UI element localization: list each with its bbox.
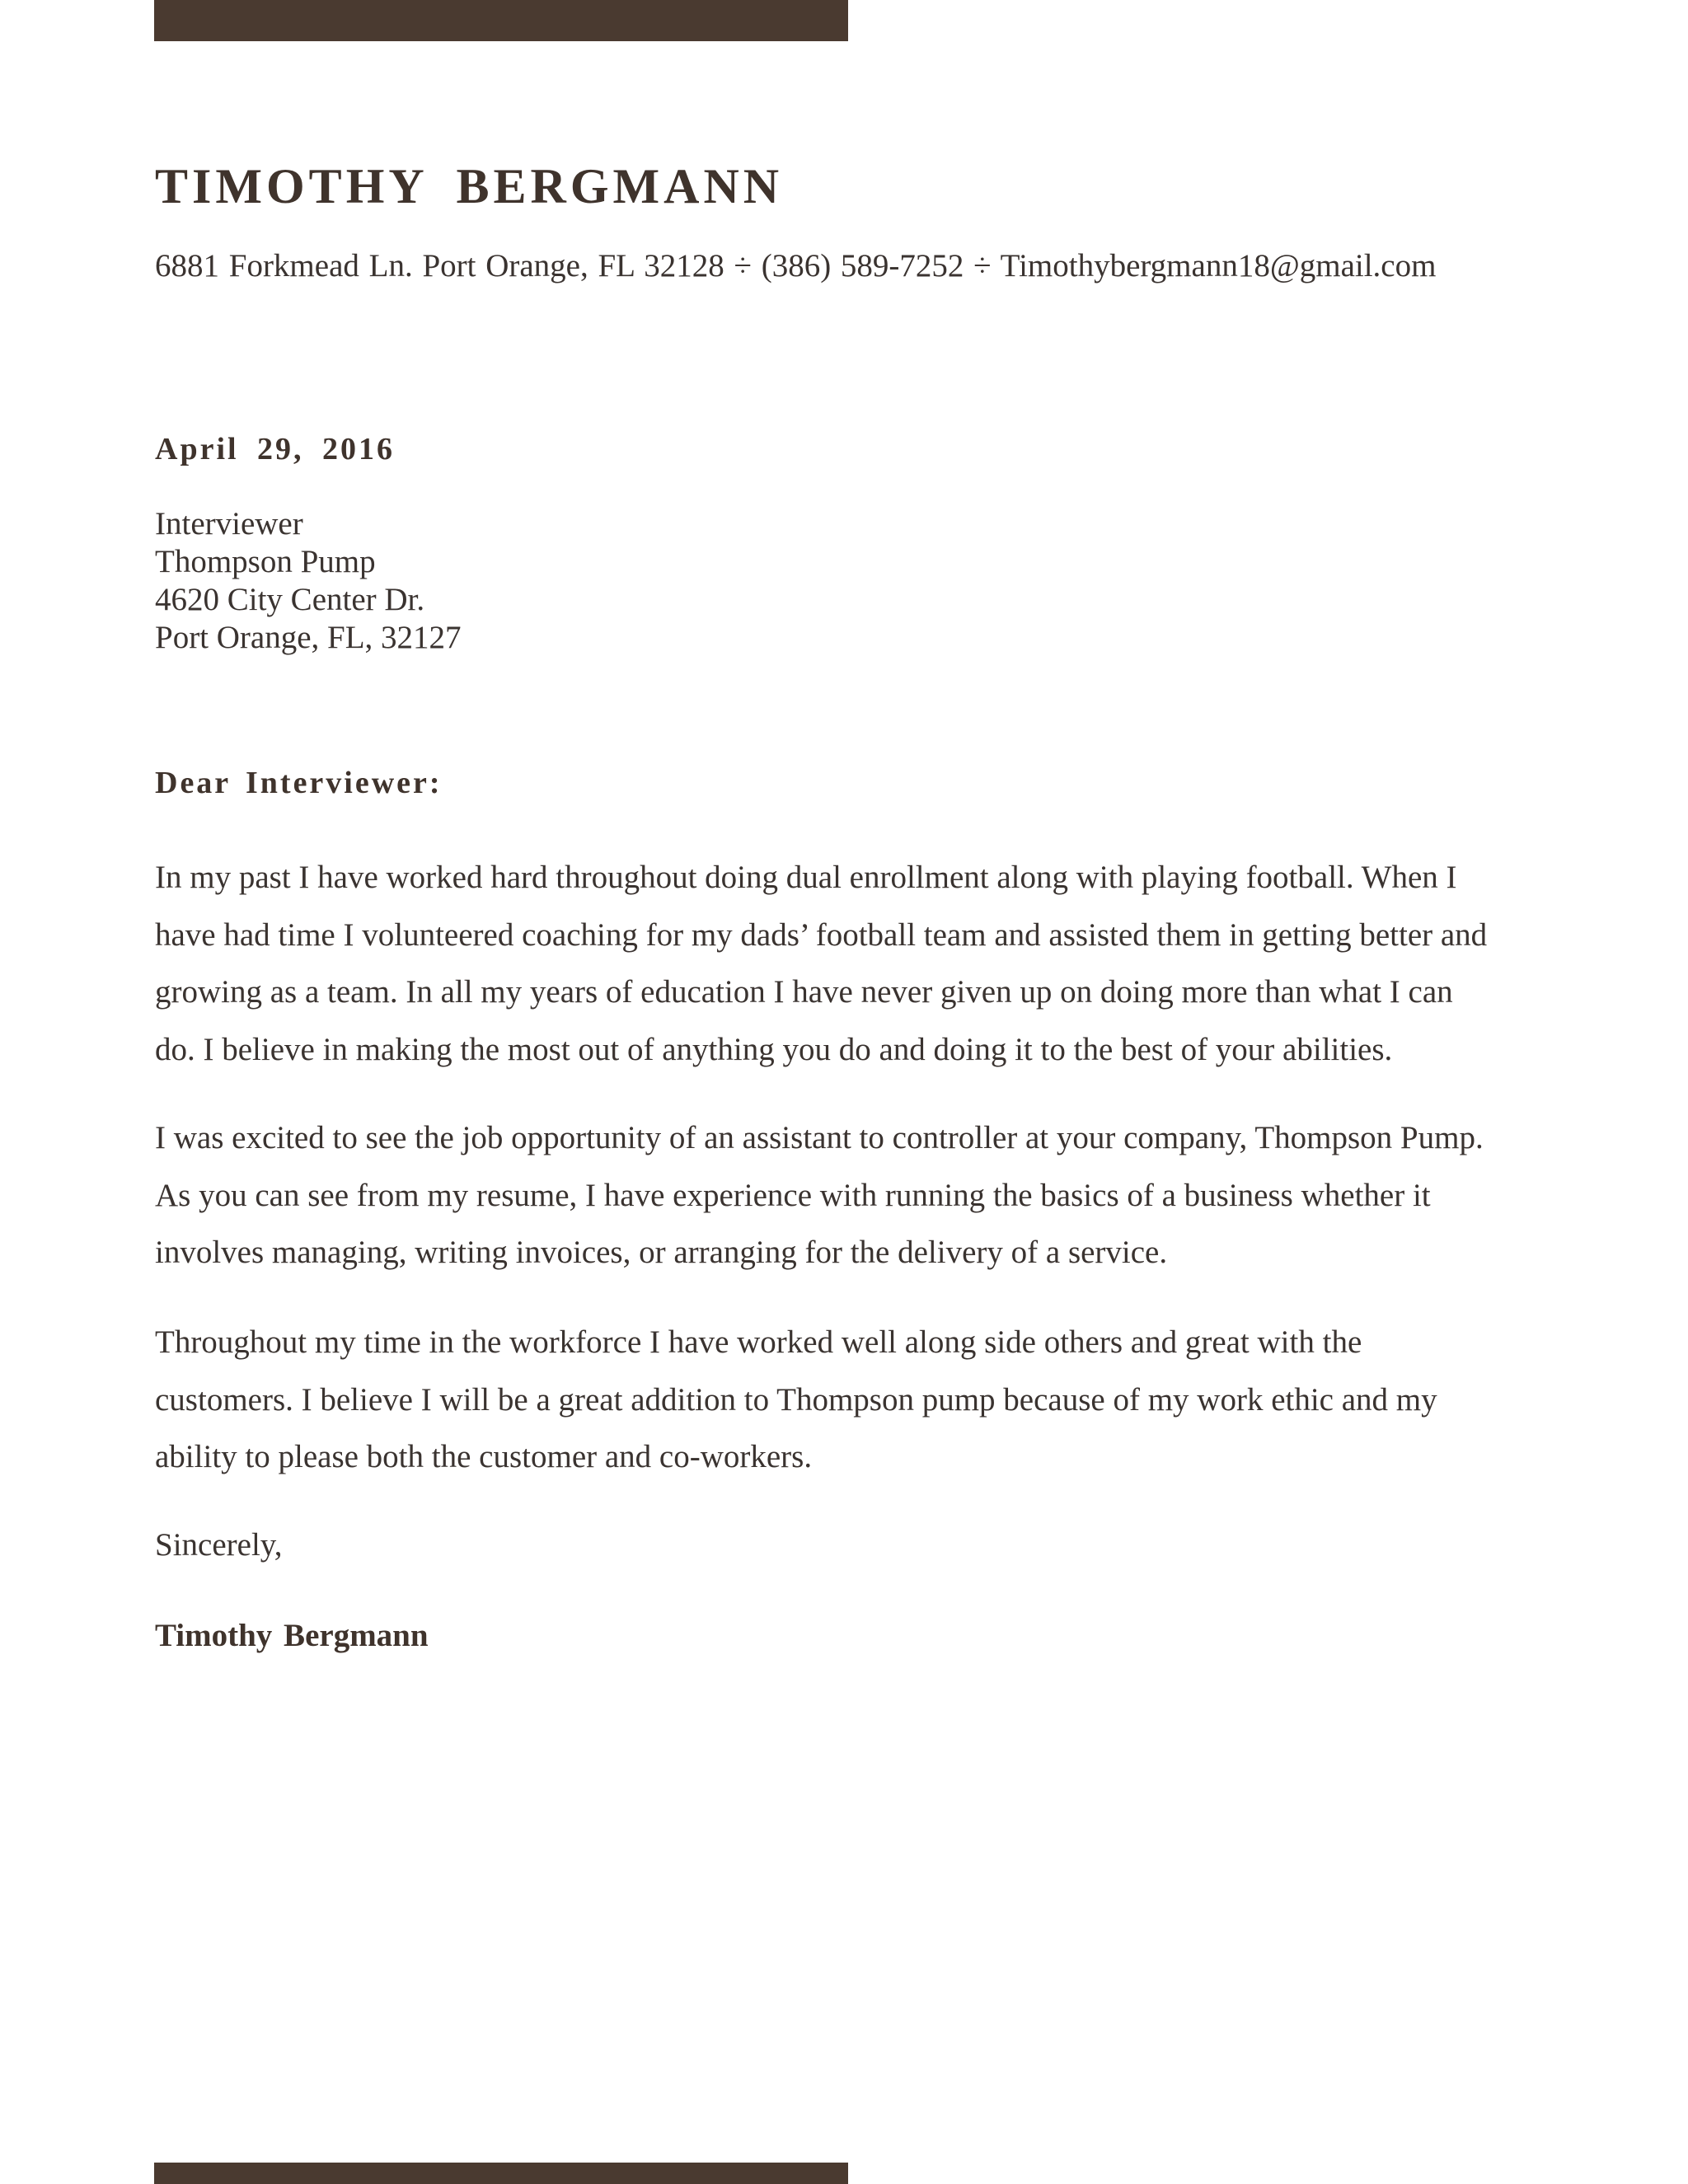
sender-contact-line: 6881 Forkmead Ln. Port Orange, FL 32128 ÷ (386) 589-7252 ÷ Timothybergmann18@gmail.com bbox=[155, 248, 1437, 284]
recipient-company: Thompson Pump bbox=[155, 544, 376, 579]
paragraph-line: growing as a team. In all my years of education I have never given up on doing more than what I can bbox=[155, 974, 1453, 1010]
paragraph-line: I was excited to see the job opportunity of an assistant to controller at your company, Thompson Pump. bbox=[155, 1120, 1484, 1155]
closing: Sincerely, bbox=[155, 1527, 283, 1563]
body-paragraph-2 bbox=[155, 1109, 1540, 1282]
recipient-city: Port Orange, FL, 32127 bbox=[155, 620, 462, 655]
paragraph-line: ability to please both the customer and co-workers. bbox=[155, 1439, 813, 1474]
body-paragraph-3 bbox=[155, 1314, 1540, 1486]
sender-name: TIMOTHY BERGMANN bbox=[155, 159, 784, 213]
top-accent-bar bbox=[154, 0, 848, 41]
recipient-address-block bbox=[155, 505, 462, 657]
paragraph-line: do. I believe in making the most out of anything you do and doing it to the best of your abilities. bbox=[155, 1031, 1393, 1067]
paragraph-line: involves managing, writing invoices, or arranging for the delivery of a service. bbox=[155, 1235, 1168, 1270]
letter-date: April 29, 2016 bbox=[155, 432, 396, 466]
recipient-street: 4620 City Center Dr. bbox=[155, 582, 425, 617]
paragraph-line: have had time I volunteered coaching for my dads’ football team and assisted them in getting better and bbox=[155, 916, 1488, 953]
paragraph-line: Throughout my time in the workforce I have worked well along side others and great with the bbox=[155, 1324, 1362, 1360]
paragraph-line: In my past I have worked hard throughout doing dual enrollment along with playing football. When I bbox=[155, 860, 1457, 895]
paragraph-line: customers. I believe I will be a great addition to Thompson pump because of my work ethic and my bbox=[155, 1381, 1437, 1418]
bottom-accent-bar bbox=[154, 2163, 848, 2184]
paragraph-line: As you can see from my resume, I have experience with running the basics of a business whether it bbox=[155, 1177, 1431, 1213]
body-paragraph-1 bbox=[155, 849, 1540, 1078]
recipient-title: Interviewer bbox=[155, 506, 303, 541]
salutation: Dear Interviewer: bbox=[155, 766, 443, 800]
signature-name: Timothy Bergmann bbox=[155, 1618, 429, 1653]
